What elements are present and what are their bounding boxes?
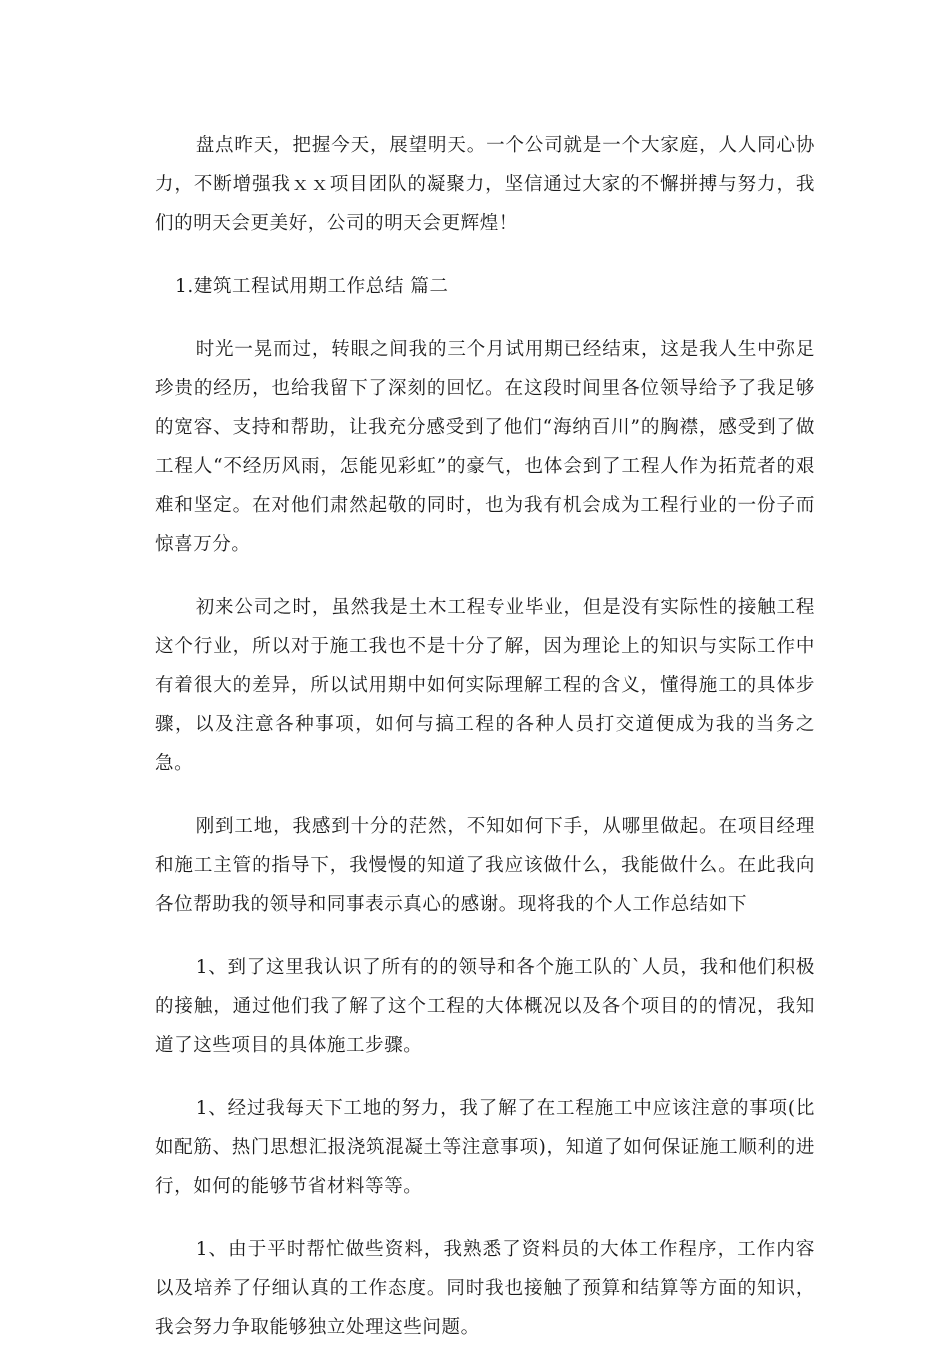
paragraph-review: 盘点昨天，把握今天，展望明天。一个公司就是一个大家庭，人人同心协力，不断增强我ｘｘ项目团队的凝聚力，坚信通过大家的不懈拼搏与努力，我们的明天会更美好，公司的明天会更辉煌！ (155, 135, 815, 234)
list-item-1: 1、到了这里我认识了所有的的领导和各个施工队的`人员，我和他们积极的接触，通过他们我了解了这个工程的大体概况以及各个项目的的情况，我知道了这些项目的具体施工步骤。 (155, 957, 815, 1056)
paragraph-arrival: 刚到工地，我感到十分的茫然，不知如何下手，从哪里做起。在项目经理和施工主管的指导下，我慢慢的知道了我应该做什么，我能做什么。在此我向各位帮助我的领导和同事表示真心的感谢。现将我的个人工作总结如下 (155, 816, 815, 915)
list-item-2: 1、经过我每天下工地的努力，我了解了在工程施工中应该注意的事项(比如配筋、热门思想汇报浇筑混凝土等注意事项)，知道了如何保证施工顺利的进行，如何的能够节省材料等等。 (155, 1098, 815, 1197)
paragraph-intro: 时光一晃而过，转眼之间我的三个月试用期已经结束，这是我人生中弥足珍贵的经历，也给我留下了深刻的回忆。在这段时间里各位领导给予了我足够的宽容、支持和帮助，让我充分感受到了他们“海纳百川”的胸襟，感受到了做工程人“不经历风雨，怎能见彩虹”的豪气，也体会到了工程人作为拓荒者的艰难和坚定。在对他们肃然起敬的同时，也为我有机会成为工程行业的一份子而惊喜万分。 (155, 339, 815, 555)
paragraph-background: 初来公司之时，虽然我是土木工程专业毕业，但是没有实际性的接触工程这个行业，所以对于施工我也不是十分了解，因为理论上的知识与实际工作中有着很大的差异，所以试用期中如何实际理解工程的含义，懂得施工的具体步骤，以及注意各种事项，如何与搞工程的各种人员打交道便成为我的当务之急。 (155, 597, 815, 774)
document-body (155, 126, 815, 1371)
list-item-3: 1、由于平时帮忙做些资料，我熟悉了资料员的大体工作程序，工作内容以及培养了仔细认真的工作态度。同时我也接触了预算和结算等方面的知识，我会努力争取能够独立处理这些问题。 (155, 1239, 815, 1338)
section-heading: 1.建筑工程试用期工作总结 篇二 (175, 276, 449, 297)
